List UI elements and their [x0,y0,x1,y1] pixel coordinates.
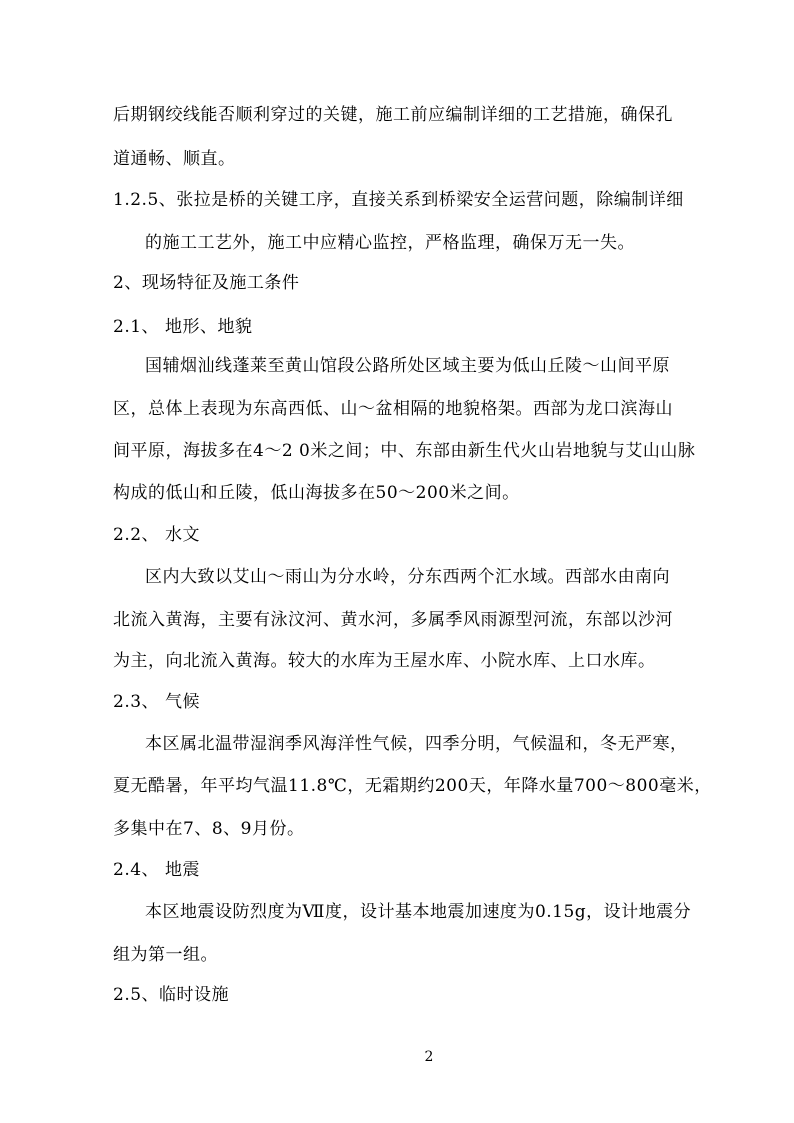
paragraph-line: 组为第一组。 [113,945,218,965]
paragraph-line: 本区地震设防烈度为Ⅶ度，设计基本地震加速度为0.15g，设计地震分 [145,902,692,922]
paragraph-line: 后期钢绞线能否顺利穿过的关键，施工前应编制详细的工艺措施，确保孔 [113,105,673,125]
paragraph-line: 为主，向北流入黄海。较大的水库为王屋水库、小院水库、上口水库。 [113,651,656,671]
section-heading-2-3: 2.3、 气候 [113,692,200,712]
section-heading-1-2-5: 1.2.5、张拉是桥的关键工序，直接关系到桥梁安全运营问题，除编制详细 [113,190,684,210]
section-heading-2-5: 2.5、临时设施 [113,985,230,1005]
paragraph-line: 的施工工艺外，施工中应精心监控，严格监理，确保万无一失。 [145,233,635,253]
paragraph-line: 间平原，海拔多在4～2 0米之间；中、东部由新生代火山岩地貌与艾山山脉 [113,441,696,461]
section-heading-2: 2、现场特征及施工条件 [113,273,300,293]
paragraph-line: 区内大致以艾山～雨山为分水岭，分东西两个汇水域。西部水由南向 [145,567,670,587]
section-heading-2-2: 2.2、 水文 [113,525,200,545]
paragraph-line: 多集中在7、8、9月份。 [113,819,305,839]
section-heading-2-4: 2.4、 地震 [113,860,200,880]
paragraph-line: 本区属北温带湿润季风海洋性气候，四季分明，气候温和，冬无严寒， [145,734,688,754]
section-heading-2-1: 2.1、 地形、地貌 [113,317,253,337]
paragraph-line: 区，总体上表现为东高西低、山～盆相隔的地貌格架。西部为龙口滨海山 [113,399,673,419]
paragraph-line: 夏无酷暑，年平均气温11.8℃，无霜期约200天，年降水量700～800毫米， [113,776,712,796]
paragraph-line: 北流入黄海，主要有泳汶河、黄水河，多属季风雨源型河流，东部以沙河 [113,610,673,630]
paragraph-line: 构成的低山和丘陵，低山海拔多在50～200米之间。 [113,483,520,503]
page-number: 2 [424,1049,434,1065]
paragraph-line: 国辅烟汕线蓬莱至黄山馆段公路所处区域主要为低山丘陵～山间平原 [145,356,670,376]
paragraph-line: 道通畅、顺直。 [113,149,236,169]
